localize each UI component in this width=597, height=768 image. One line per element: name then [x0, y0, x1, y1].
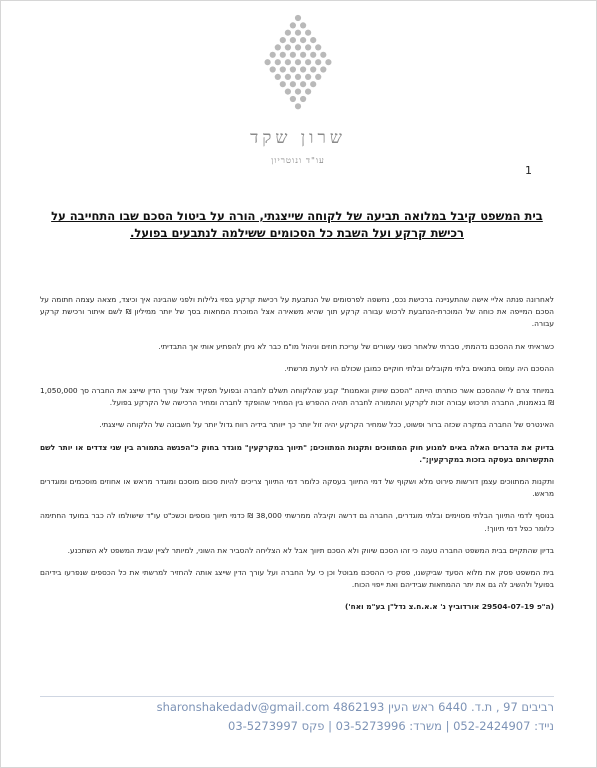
logo-dot — [320, 52, 326, 58]
logo-dot — [285, 59, 291, 65]
logo-dot — [305, 74, 311, 80]
footer-divider — [40, 696, 554, 697]
logo-dot — [300, 81, 306, 87]
logo-dot — [310, 37, 316, 43]
logo-dot — [320, 66, 326, 72]
paragraph: בדיוק את הדברים האלה באים למנוע חוק המתווכים ותקנות המתווכים; "תיווך במקרקעין" מוגדר בחוק כ"הפגשה בתמורה בין שני צדדים או יותר לשם התקשרותם בעסקה בזכות במקרקעין;". — [40, 442, 554, 464]
logo-dot — [300, 37, 306, 43]
diamond-logo-icon — [218, 12, 378, 127]
logo-dot — [295, 30, 301, 36]
footer-phones: נייד: 052-2424907 | משרד: 03-5273996 | פקס 03-5273997 — [228, 719, 554, 733]
logo-dot — [305, 89, 311, 95]
firm-name: שרון שקד — [250, 128, 346, 148]
paragraph: ותקנות המתווכים עצמן דורשות פירוט מלא ושקוף של דמי התיווך בעסקה כלומר דמי התיווך צריכים להיות סכום מוסכם ומוגדר מראש או אחוזים מוסכמים ומוגדרים מראש. — [40, 477, 554, 499]
logo-dot — [285, 89, 291, 95]
logo-dot — [280, 66, 286, 72]
footer-address: רביבים 97 , ת.ד. 6440 ראש העין 4862193 sharonshakedadv@gmail.com — [156, 700, 554, 714]
logo-dot — [290, 96, 296, 102]
logo-dot — [290, 81, 296, 87]
logo-dot — [305, 59, 311, 65]
paragraph: לאחרונה פנתה אליי אישה שהתעניינה ברכישת נכס, נחשפה לפרסומים של הנתבעת על רכישת קרקע בפזי גלילות ולפני שהבינה איך וכיצד, מצאה עצמה חתומה על הסכם המייפה את כוחה של המוכרת-הנתבעת לרכוש עבורה קרקע תוך שהיא משאירה אצל המוכרת המחאות בסך של יותר ממיליון ₪ לשם איתור ורכישת קרקע עבורה. — [40, 295, 554, 329]
logo-dot — [275, 59, 281, 65]
logo-dot — [295, 15, 301, 21]
logo-dot — [275, 44, 281, 50]
paragraph: בית המשפט פסק את מלוא הסעד שביקשנו, פסק כי ההסכם מבוטל וכן כי על החברה ועל עורך הדין שייצג אותה להחזיר למרשתי את כל הכספים שנפרעו בידיהם בפועל ולהשיב לה גם את יתר ההמחאות שבידיהם ואת ייפוי הכוח. — [40, 568, 554, 590]
paragraph: בדיון שהתקיים בבית המשפט החברה טענה כי זהו הסכם שיווק ולא הסכם תיווך אבל לא הצליחה להסביר את השוני, למיותר לציין שבית המשפט לא השתכנע. — [67, 545, 554, 555]
page-number: 1 — [525, 164, 532, 177]
logo-dot — [305, 44, 311, 50]
firm-subtitle: עו"ד ונוטריון — [271, 156, 325, 166]
logo-dot — [295, 89, 301, 95]
logo-dot — [300, 66, 306, 72]
logo-dot — [300, 96, 306, 102]
logo-dot — [310, 52, 316, 58]
logo-dot — [270, 66, 276, 72]
logo-dot — [280, 52, 286, 58]
paragraph: האינטרס של החברה במקרה שכזה ברור ופשוט, ככל שמחיר הקרקע יהיה זול יותר כך ייוותר בידיה רווח גדול יותר על חשבונה של הלקוחה שייצגתי. — [99, 420, 554, 430]
logo-dot — [300, 52, 306, 58]
logo-dot — [305, 30, 311, 36]
logo-dot — [300, 22, 306, 28]
logo-dot — [275, 74, 281, 80]
logo-dot — [315, 74, 321, 80]
logo-dot — [265, 59, 271, 65]
logo-dot — [285, 44, 291, 50]
logo-dot — [295, 103, 301, 109]
paragraph: כשראיתי את ההסכם נדהמתי, סברתי שלאחר כשני עשורים של עריכת חוזים וניהול מו"מ כבר לא ניתן להפתיע אותי אך התבדיתי. — [158, 341, 554, 351]
logo-dot — [295, 44, 301, 50]
document-body — [40, 294, 554, 624]
logo-dot — [290, 66, 296, 72]
logo-dot — [310, 66, 316, 72]
case-citation: (ה"פ 29504-07-19 אורדוביץ נ' א.א.ח.צ נדל"ן בע"מ ואח') — [345, 602, 554, 612]
paragraph: בנוסף לדמי התיווך הבלתי מסוימים ובלתי מוגדרים, החברה גם דרשה וקיבלה ממרשתי 38,000 ₪ כדמי תיווך נוספים וכשכ"ט עו"ד שישולמו לה כבר במועד החתימה כלומר כפל דמי תיווך!. — [40, 511, 554, 533]
logo-dot — [270, 52, 276, 58]
logo-dot — [290, 52, 296, 58]
logo-dot — [285, 30, 291, 36]
logo-dot — [315, 59, 321, 65]
logo-dot — [315, 44, 321, 50]
logo-dot — [325, 59, 331, 65]
logo-dot — [295, 74, 301, 80]
logo-dot — [285, 74, 291, 80]
logo-dot — [295, 59, 301, 65]
logo-dot — [290, 37, 296, 43]
document-title: בית המשפט קיבל במלואה תביעה של לקוחה שייצגתי, הורה על ביטול הסכם שבו התחייבה על רכישת קרקע ועל השבת כל הסכומים ששילמה לנתבעים בפועל. — [51, 209, 543, 240]
paragraph: ההסכם היה עמוס בתנאים בלתי מקובלים ובלתי חוקיים כמובן שכולם היו לרעת מרשתי. — [284, 363, 554, 373]
logo-dot — [310, 81, 316, 87]
logo-dot — [280, 37, 286, 43]
paragraph: במיוחד צרם לי שההסכם אשר כותרתו הייתה "הסכם שיווק ונאמנות" קבע שהלקוחה תשלם לחברה ובפועל תפקיד אצל עורך הדין שייצג את החברה סך 1,050,000 ₪ בנאמנות, החברה תרכוש עבורה זכות לקרקע והתמורה לחברה תהיה ההפרש בין המחיר שהופקד לחברה ומחיר הרכישה של הקרקע בפועל. — [40, 386, 554, 408]
logo-dot — [280, 81, 286, 87]
logo-dot — [290, 22, 296, 28]
